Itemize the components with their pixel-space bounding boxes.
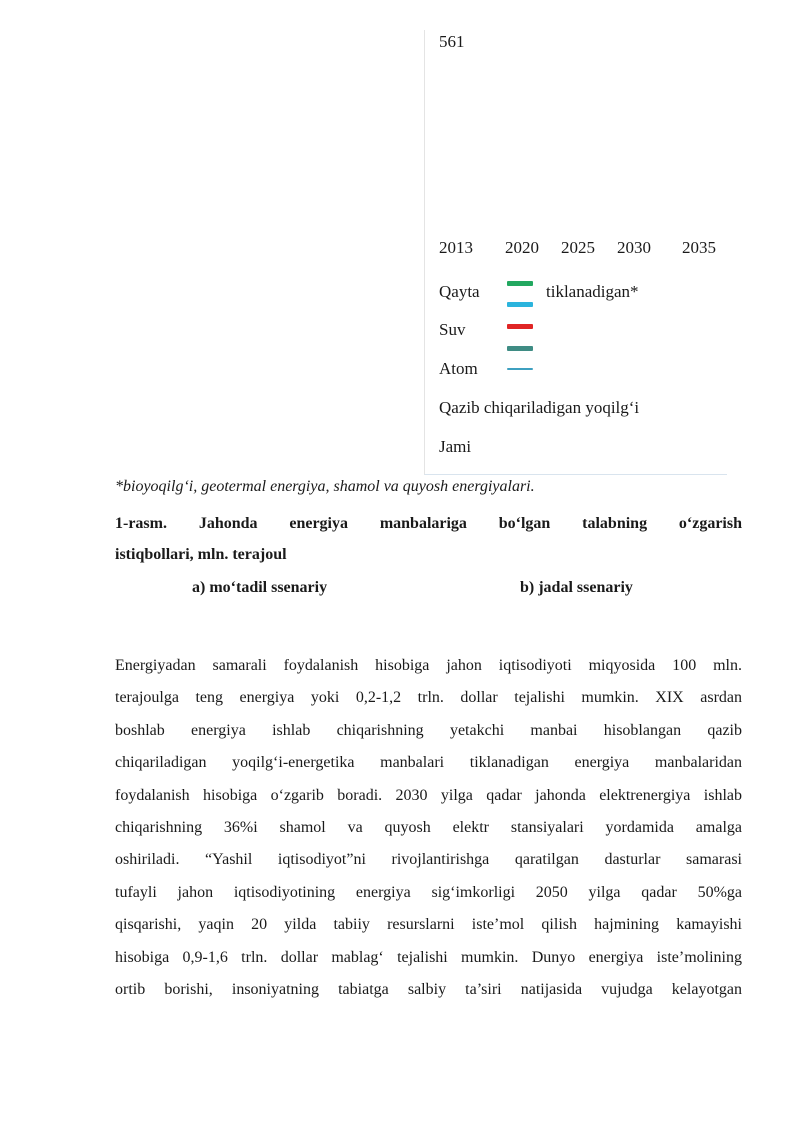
paragraph-line: chiqariladigan yoqilg‘i-energetika manbalari tiklanadigan energiya manbalaridan [115, 754, 742, 772]
legend-swatch-suv [507, 324, 533, 329]
figure-footnote: *bioyoqilg‘i, geotermal energiya, shamol va quyosh energiyalari. [115, 478, 535, 495]
x-tick-2013: 2013 [439, 238, 473, 257]
subfigure-label-a: a) mo‘tadil ssenariy [192, 579, 328, 596]
figure-caption [115, 508, 742, 570]
paragraph-line: oshiriladi. “Yashil iqtisodiyot”ni rivojlantirishga qaratilgan dasturlar samarasi [115, 851, 742, 869]
legend-swatch-qayta [507, 281, 533, 286]
subfigure-label-b: b) jadal ssenariy [520, 579, 633, 596]
paragraph-line: hisobiga 0,9-1,6 trln. dollar mablag‘ tejalishi mumkin. Dunyo energiya iste’molining [115, 948, 742, 966]
x-tick-2020: 2020 [505, 238, 539, 257]
paragraph-line: Energiyadan samarali foydalanish hisobiga jahon iqtisodiyoti miqyosida 100 mln. [115, 657, 742, 674]
legend-label-atom: Atom [439, 359, 478, 378]
paragraph-line: foydalanish hisobiga o‘zgarib boradi. 2030 yilga qadar jahonda elektrenergiya ishlab [115, 786, 742, 804]
paragraph-line: boshlab energiya ishlab chiqarishning yetakchi manbai hisoblangan qazib [115, 721, 742, 739]
body-paragraph [115, 650, 742, 1006]
legend-swatch-atom [507, 368, 533, 370]
paragraph-line: chiqarishning 36%i shamol va quyosh elektr stansiyalari yordamida amalga [115, 819, 742, 837]
legend-swatch-teal [507, 346, 533, 351]
legend-label-jami: Jami [439, 437, 472, 456]
figure-caption-line2: istiqbollari, mln. terajoul [115, 546, 287, 563]
figure-caption-line1: 1-rasm. Jahonda energiya manbalariga bo‘lgan talabning o‘zgarish [115, 515, 742, 532]
legend-swatch-tiklanadigan [507, 302, 533, 307]
chart-container [424, 30, 727, 475]
legend-label-qazib: Qazib chiqariladigan yoqilg‘i [439, 398, 640, 417]
paragraph-line: qisqarishi, yaqin 20 yilda tabiiy resurslarni iste’mol qilish hajmining kamayishi [115, 916, 742, 934]
paragraph-line: tufayli jahon iqtisodiyotining energiya sig‘imkorligi 2050 yilga qadar 50%ga [115, 883, 742, 901]
legend-label-qayta: Qayta [439, 282, 480, 301]
paragraph-line: ortib borishi, insoniyatning tabiatga salbiy ta’siri natijasida vujudga kelayotgan [115, 981, 742, 999]
legend-label-tiklanadigan: tiklanadigan* [546, 282, 639, 301]
legend-label-suv: Suv [439, 320, 466, 339]
x-tick-2025: 2025 [561, 238, 595, 257]
x-tick-2035: 2035 [682, 238, 716, 257]
x-tick-2030: 2030 [617, 238, 651, 257]
chart-top-value-label: 561 [439, 32, 465, 51]
paragraph-line: terajoulga teng energiya yoki 0,2-1,2 trln. dollar tejalishi mumkin. XIX asrdan [115, 689, 742, 707]
